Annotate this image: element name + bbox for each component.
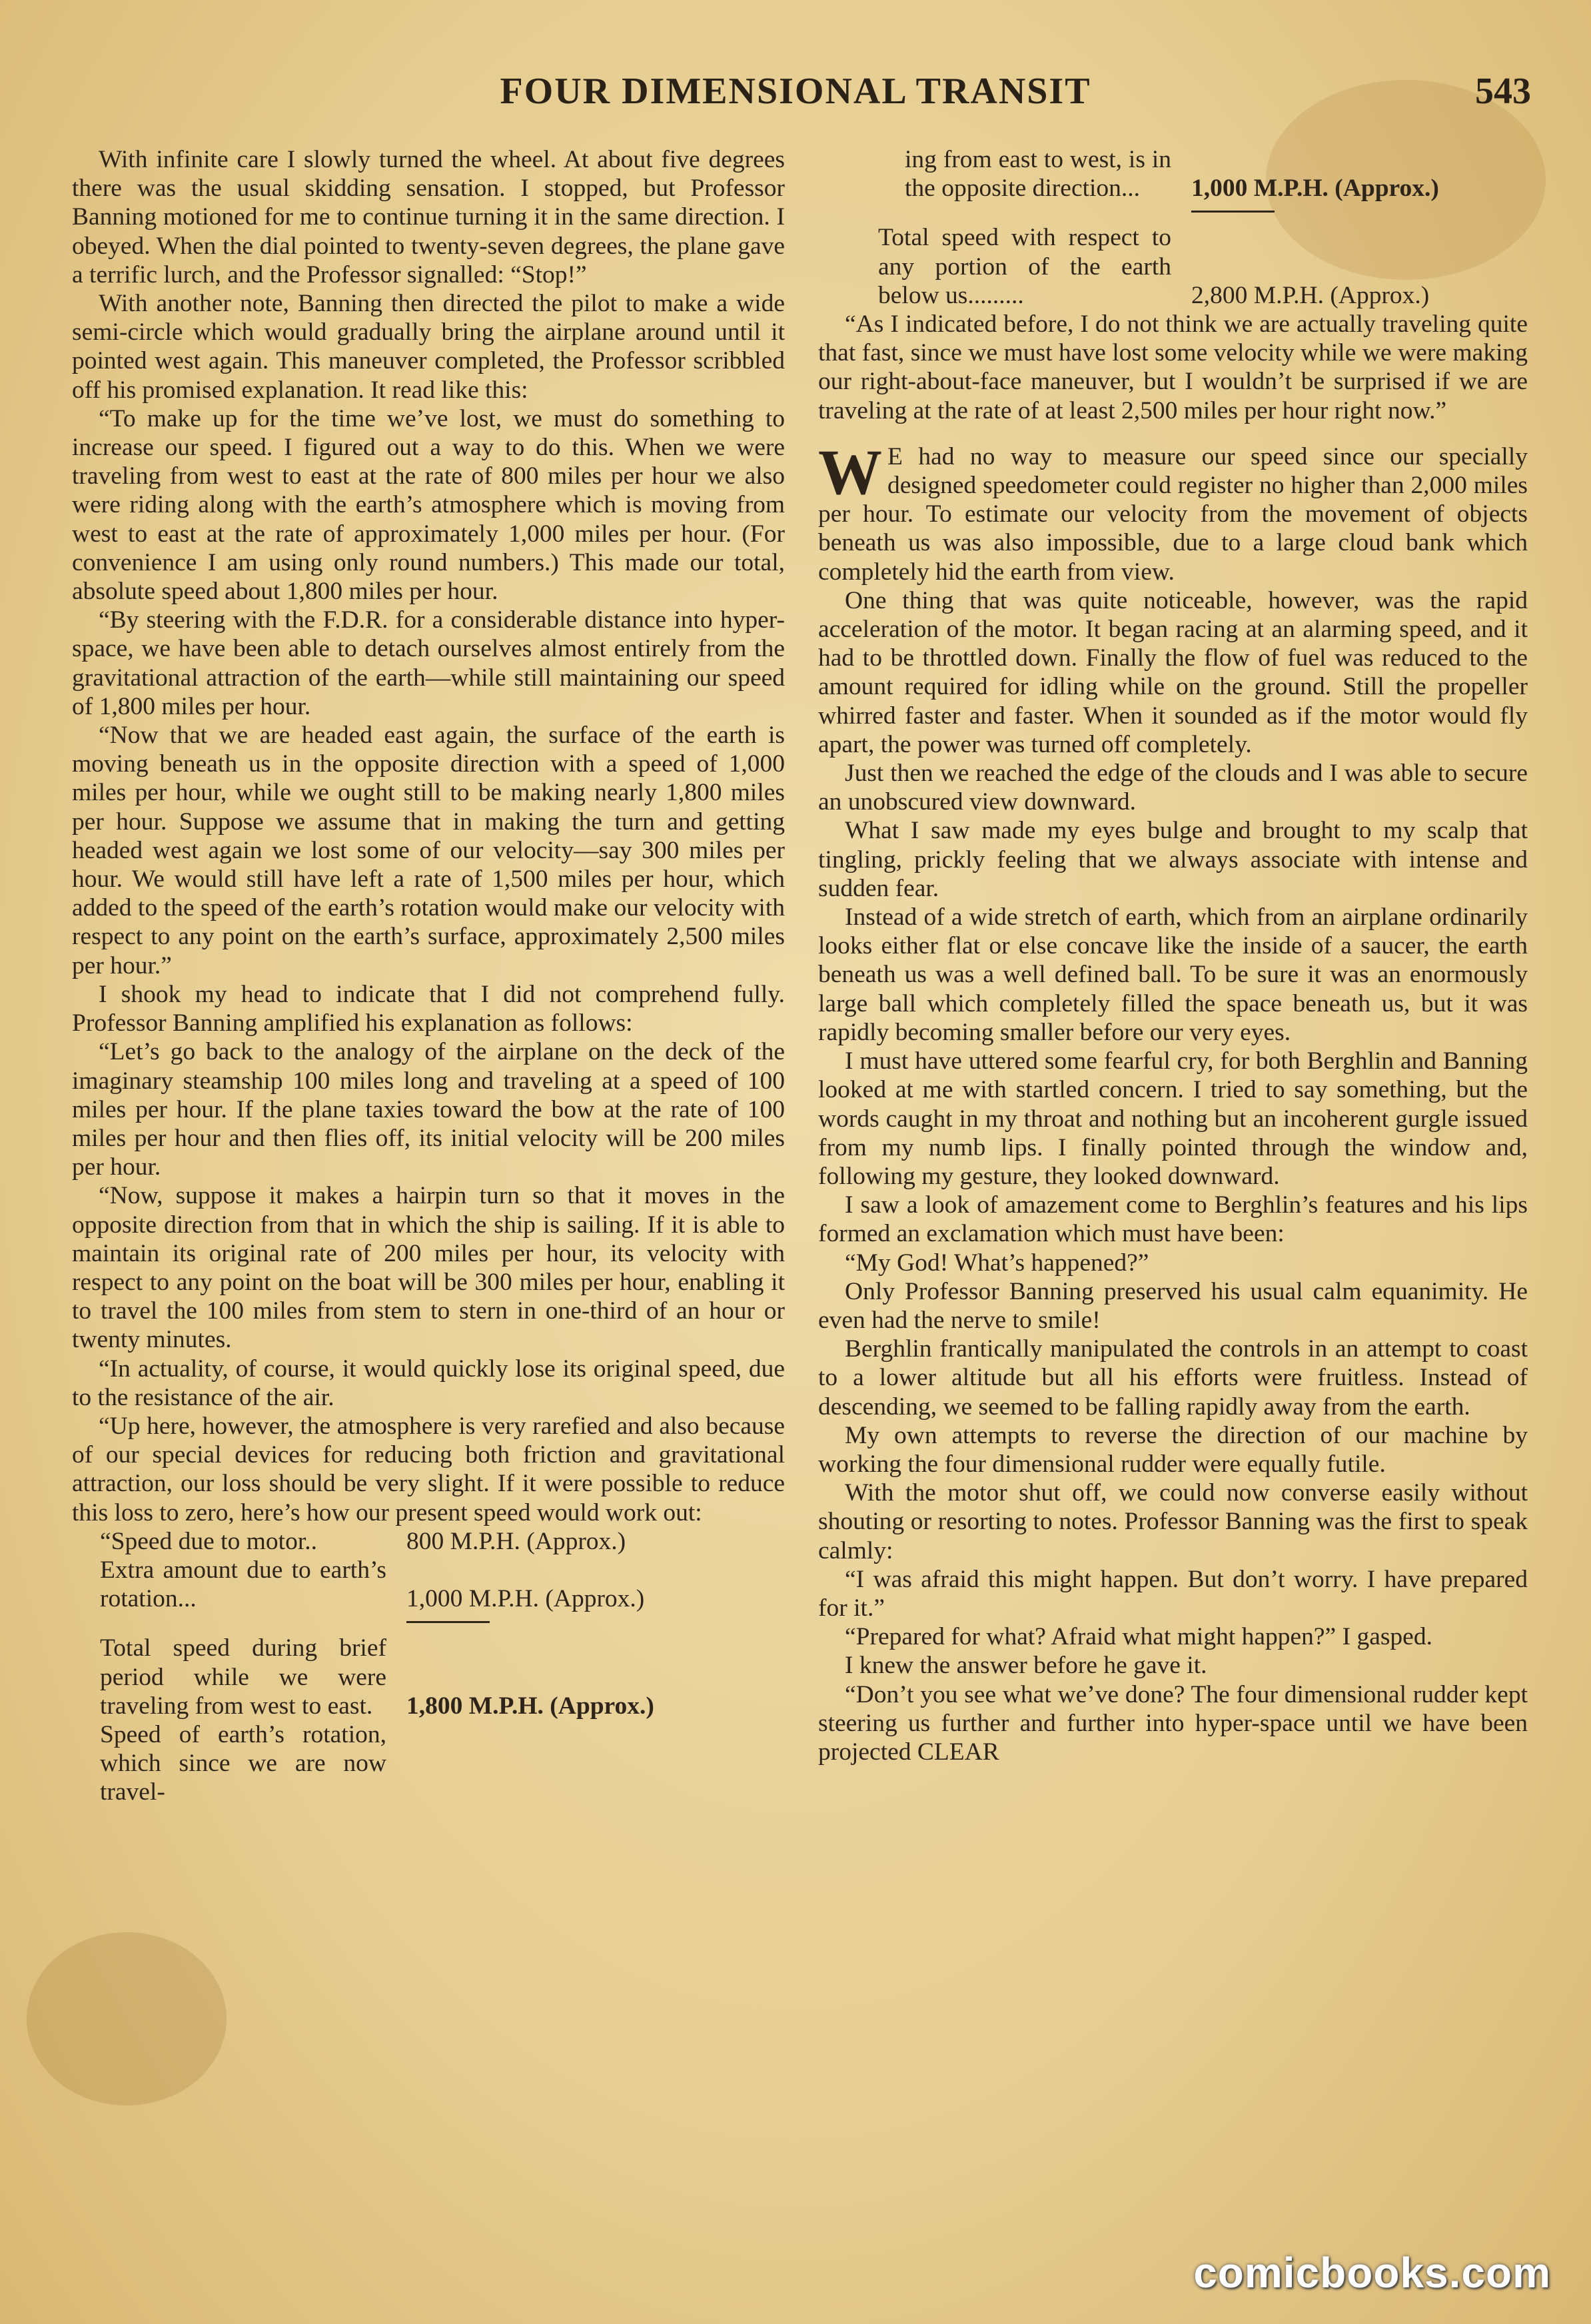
paragraph: With the motor shut off, we could now converse easily without shouting or resorting to notes. Professor Banning was the first to speak calmly: — [818, 1479, 1528, 1564]
table-label: Total speed with respect to any portion of the earth below us......... — [878, 224, 1171, 309]
right-column — [818, 145, 1528, 1766]
paragraph: Just then we reached the edge of the clouds and I was able to secure an unobscured view downward. — [818, 760, 1528, 816]
table-label: Total speed during brief period while we were traveling from west to east. — [100, 1634, 386, 1720]
paragraph: With another note, Banning then directed the pilot to make a wide semi-circle which would gradually bring the airplane around until it pointed west again. This maneuver completed, the Professor scribbled off his promised explanation. It read like this: — [72, 290, 785, 404]
table-value: 800 M.P.H. (Approx.) — [406, 1527, 626, 1555]
drop-cap: W — [818, 436, 882, 508]
table-value: 1,800 M.P.H. (Approx.) — [406, 1692, 654, 1720]
paragraph: What I saw made my eyes bulge and brought to my scalp that tingling, prickly feeling that we always associate with intense and sudden fear. — [818, 817, 1528, 902]
table-label: Extra amount due to earth’s rotation... — [100, 1556, 386, 1613]
paragraph: With infinite care I slowly turned the wheel. At about five degrees there was the usual skidding sensation. I stopped, but Professor Banning motioned for me to continue turning it in the same direction. I obeyed. When the dial pointed to twenty-seven degrees, the plane gave a terrific lurch, and the Professor signalled: “Stop!” — [72, 146, 785, 289]
paragraph: “Now, suppose it makes a hairpin turn so that it moves in the opposite direction from that in which the ship is sailing. If it is able to maintain its original rate of 200 miles per hour, its velocity with respect to any point on the boat will be 300 miles per hour, enabling it to travel the 100 miles from stem to stern in one-third of an hour or twenty minutes. — [72, 1182, 785, 1354]
paragraph: One thing that was quite noticeable, however, was the rapid acceleration of the motor. It began racing at an alarming speed, and it had to be throttled down. Finally the flow of fuel was reduced to the amount required for idling while on the ground. Still the propeller whirred faster and faster. When it sounded as if the motor would fly apart, the power was turned off completely. — [818, 586, 1528, 758]
paragraph: “I was afraid this might happen. But don’t worry. I have prepared for it.” — [818, 1565, 1528, 1622]
site-watermark: comicbooks.com — [1193, 2249, 1551, 2297]
table-label: ing from east to west, is in the opposite direction... — [905, 146, 1171, 203]
paragraph: “Prepared for what? Afraid what might happen?” I gasped. — [845, 1623, 1432, 1651]
left-column — [72, 145, 785, 1807]
table-label: Speed of earth’s rotation, which since we are now travel- — [100, 1720, 386, 1806]
running-title: FOUR DIMENSIONAL TRANSIT — [500, 71, 1091, 112]
paragraph: “Don’t you see what we’ve done? The four dimensional rudder kept steering us further and further into hyper-space until we have been projected CLEAR — [818, 1680, 1528, 1766]
speed-table-continued — [818, 145, 1528, 310]
paragraph-text: E had no way to measure our speed since our specially designed speedometer could register no higher than 2,000 miles per hour. To estimate our velocity from the movement of objects beneath us was also impossible, due to a large cloud bank which completely hid the earth from view. — [818, 442, 1528, 586]
table-label: “Speed due to motor.. — [100, 1527, 317, 1555]
paragraph: I shook my head to indicate that I did not comprehend fully. Professor Banning amplified his explanation as follows: — [72, 980, 785, 1037]
paragraph: “My God! What’s happened?” — [845, 1249, 1149, 1277]
paragraph: I knew the answer before he gave it. — [845, 1652, 1207, 1680]
table-value: 1,000 M.P.H. (Approx.) — [1191, 175, 1439, 203]
speed-table — [72, 1527, 785, 1807]
sum-rule — [406, 1621, 490, 1623]
sum-rule — [1191, 211, 1275, 213]
paragraph: My own attempts to reverse the direction of our machine by working the four dimensional rudder were equally futile. — [818, 1421, 1528, 1478]
page-header — [0, 70, 1591, 123]
paper-stain — [27, 1932, 227, 2105]
table-value: 2,800 M.P.H. (Approx.) — [1191, 281, 1430, 309]
paragraph: I must have uttered some fearful cry, for both Berghlin and Banning looked at me with startled concern. I tried to say something, but the words caught in my throat and nothing but an incoherent gurgle issued from my numb lips. I finally pointed through the window and, following my gesture, they looked downward. — [818, 1047, 1528, 1190]
page-number: 543 — [1475, 71, 1531, 112]
paragraph: Instead of a wide stretch of earth, which from an airplane ordinarily looks either flat or else concave like the inside of a saucer, the earth beneath us was a well defined ball. To be sure it was an enormously large ball which completely filled the space beneath us, but it was rapidly becoming smaller before our very eyes. — [818, 903, 1528, 1046]
paragraph: I saw a look of amazement come to Berghlin’s features and his lips formed an exclamation which must have been: — [818, 1191, 1528, 1248]
paragraph: “In actuality, of course, it would quickly lose its original speed, due to the resistance of the air. — [72, 1355, 785, 1411]
paragraph: Berghlin frantically manipulated the controls in an attempt to coast to a lower altitude but all his efforts were fruitless. Instead of descending, we seemed to be falling rapidly away from the earth. — [818, 1335, 1528, 1421]
paragraph: “Let’s go back to the analogy of the airplane on the deck of the imaginary steamship 100 miles long and traveling at a speed of 100 miles per hour. If the plane taxies toward the bow at the rate of 100 miles per hour and then flies off, its initial velocity will be 200 miles per hour. — [72, 1038, 785, 1181]
paragraph: Only Professor Banning preserved his usual calm equanimity. He even had the nerve to smile! — [818, 1277, 1528, 1334]
paragraph: “By steering with the F.D.R. for a considerable distance into hyper-space, we have been able to detach ourselves almost entirely from the gravitational attraction of the earth—while still maintaining our speed of 1,800 miles per hour. — [72, 606, 785, 720]
paragraph: “As I indicated before, I do not think we are actually traveling quite that fast, since we must have lost some velocity while we were making our right-about-face maneuver, but I wouldn’t be surprised if we are traveling at the rate of at least 2,500 miles per hour right now.” — [818, 310, 1528, 424]
paragraph: “Now that we are headed east again, the surface of the earth is moving beneath us in the opposite direction with a speed of 1,000 miles per hour, while we ought still to be making nearly 1,800 miles per hour. Suppose we assume that in making the turn and getting headed west again we lost some of our velocity—say 300 miles per hour. We would still have left a rate of 1,500 miles per hour, which added to the speed of the earth’s rotation would make our velocity with respect to any point on the earth’s surface, approximately 2,500 miles per hour.” — [72, 722, 785, 979]
paragraph: “Up here, however, the atmosphere is very rarefied and also because of our special devices for reducing both friction and gravitational attraction, our loss should be very slight. If it were possible to reduce this loss to zero, here’s how our present speed would work out: — [72, 1412, 785, 1526]
section-opening — [818, 436, 1528, 586]
table-value: 1,000 M.P.H. (Approx.) — [406, 1585, 645, 1613]
paragraph: “To make up for the time we’ve lost, we must do something to increase our speed. I figured out a way to do this. When we were traveling from west to east at the rate of 800 miles per hour we also were riding along with the earth’s atmosphere which is moving from west to east at the rate of approximately 1,000 miles per hour. (For convenience I am using only round numbers.) This made our total, absolute speed about 1,800 miles per hour. — [72, 404, 785, 606]
